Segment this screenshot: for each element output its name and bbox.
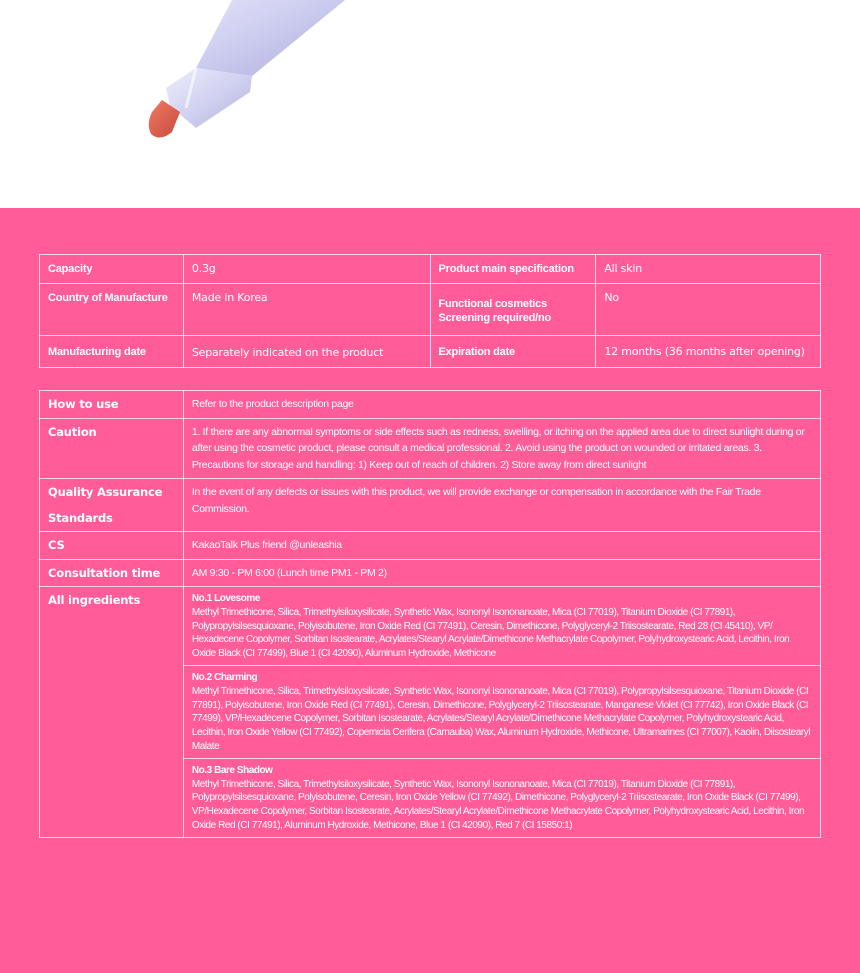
- table-row: [40, 284, 821, 336]
- qa-label-line1: Quality Assurance: [48, 485, 163, 499]
- table-row: [40, 336, 821, 368]
- caution-label: Caution: [40, 418, 184, 479]
- cs-value: KakaoTalk Plus friend @unleashia: [183, 532, 820, 560]
- ingredient-shade-name: No.3 Bare Shadow: [191, 764, 273, 776]
- caution-value: 1. If there are any abnormal symptoms or side effects such as redness, swelling, or itching on the applied area due to direct sunlight during or after using the cosmetic product, please consult a medical professional. 2. Avoid using the product on wounded or irritated areas. 3. Precautions for storage and handling: 1) Keep out of reach of children. 2) Store away from direct sunlight: [183, 418, 820, 479]
- capacity-label: Capacity: [40, 255, 184, 284]
- expiration-value: 12 months (36 months after opening): [596, 336, 821, 368]
- main-spec-label: Product main specification: [430, 255, 596, 284]
- country-label: Country of Manufacture: [40, 284, 184, 336]
- ingredient-list: Methyl Trimethicone, Silica, Trimethylsiloxysilicate, Synthetic Wax, Isononyl Isononanoate, Mica (CI 77019), Polypropylsilsesquioxane, Titanium Dioxide (CI 77891), Polyisobutene, Iron Oxide Red (CI 77491), Ceresin, Dimethicone, Polyglyceryl-2 Triisostearate, Manganese Violet (CI 77742), Iron Oxide Black (CI 77499), VP/Hexadecene Copolymer, Sorbitan Isostearate, Acrylates/Stearyl Acrylate/Dimethicone Methacrylate Copolymer, Polyhydroxystearic Acid, Lecithin, Iron Oxide Yellow (CI 77492), Copernicia Cerifera (Carnauba) Wax, Aluminum Hydroxide, Methicone, Ultramarines (CI 77007), Kaolin, Diisostearyl Malate: [191, 685, 811, 752]
- functional-value: No: [596, 284, 821, 336]
- ingredient-shade-name: No.2 Charming: [191, 671, 258, 683]
- how-to-use-label: How to use: [40, 391, 184, 419]
- product-info-section: [0, 208, 860, 973]
- ingredient-block: [183, 665, 820, 758]
- lip-pencil-image: [0, 0, 860, 208]
- table-row: [40, 559, 821, 587]
- mfg-date-label: Manufacturing date: [40, 336, 184, 368]
- ingredient-list: Methyl Trimethicone, Silica, Trimethylsiloxysilicate, Synthetic Wax, Isononyl Isononanoate, Mica (CI 77019), Titanium Dioxide (CI 77891), Polypropylsilsesquioxane, Polyisobutene, Iron Oxide Red (CI 77491), Ceresin, Dimethicone, Polyglyceryl-2 Triisostearate, Red 28 (CI 45410), VP/ Hexadecene Copolymer, Sorbitan Isostearate, Acrylates/Stearyl Acrylate/Dimethicone Methacrylate Copolymer, Polyhydroxystearic Acid, Lecithin, Iron Oxide Black (CI 77499), Blue 1 (CI 42090), Aluminum Hydroxide, Methicone: [191, 606, 790, 660]
- functional-label-line2: Screening required/no: [438, 312, 552, 324]
- consult-value: AM 9:30 - PM 6:00 (Lunch time PM1 - PM 2): [183, 559, 820, 587]
- table-row: [40, 418, 821, 479]
- expiration-label: Expiration date: [430, 336, 596, 368]
- qa-label-line2: Standards: [48, 511, 113, 525]
- table-row: [40, 255, 821, 284]
- qa-label: [40, 479, 184, 532]
- table-row: [40, 532, 821, 560]
- ingredient-block: [183, 587, 820, 666]
- table-row: [40, 391, 821, 419]
- spec-table: [39, 254, 821, 368]
- table-row: [40, 587, 821, 666]
- how-to-use-value: Refer to the product description page: [183, 391, 820, 419]
- qa-value: In the event of any defects or issues with this product, we will provide exchange or compensation in accordance with the Fair Trade Commission.: [183, 479, 820, 532]
- functional-label-line1: Functional cosmetics: [438, 298, 547, 310]
- cs-label: CS: [40, 532, 184, 560]
- capacity-value: 0.3g: [183, 255, 430, 284]
- pencil-body: [196, 0, 345, 76]
- ingredient-list: Methyl Trimethicone, Silica, Trimethylsiloxysilicate, Synthetic Wax, Isononyl Isononanoate, Mica (CI 77019), Titanium Dioxide (CI 77891), Polypropylsilsesquioxane, Polyisobutene, Ceresin, Iron Oxide Yellow (CI 77492), Dimethicone, Polyglyceryl-2 Triisostearate, Iron Oxide Black (CI 77499), VP/Hexadecene Copolymer, Sorbitan Isostearate, Acrylates/Stearyl Acrylate/Dimethicone Methacrylate Copolymer, Polyhydroxystearic Acid, Lecithin, Iron Oxide Red (CI 77491), Aluminum Hydroxide, Methicone, Blue 1 (CI 42090), Red 7 (CI 15850:1): [191, 778, 805, 831]
- main-spec-value: All skin: [596, 255, 821, 284]
- mfg-date-value: Separately indicated on the product: [183, 336, 430, 368]
- functional-label: [430, 284, 596, 336]
- product-image-area: [0, 0, 860, 208]
- consult-label: Consultation time: [40, 559, 184, 587]
- ingredient-block: [183, 758, 820, 837]
- ingredient-shade-name: No.1 Lovesome: [191, 593, 260, 604]
- ingredients-label: All ingredients: [40, 587, 184, 838]
- pencil-cone: [166, 68, 252, 128]
- table-row: [40, 479, 821, 532]
- country-value: Made in Korea: [183, 284, 430, 336]
- info-table: [39, 390, 821, 838]
